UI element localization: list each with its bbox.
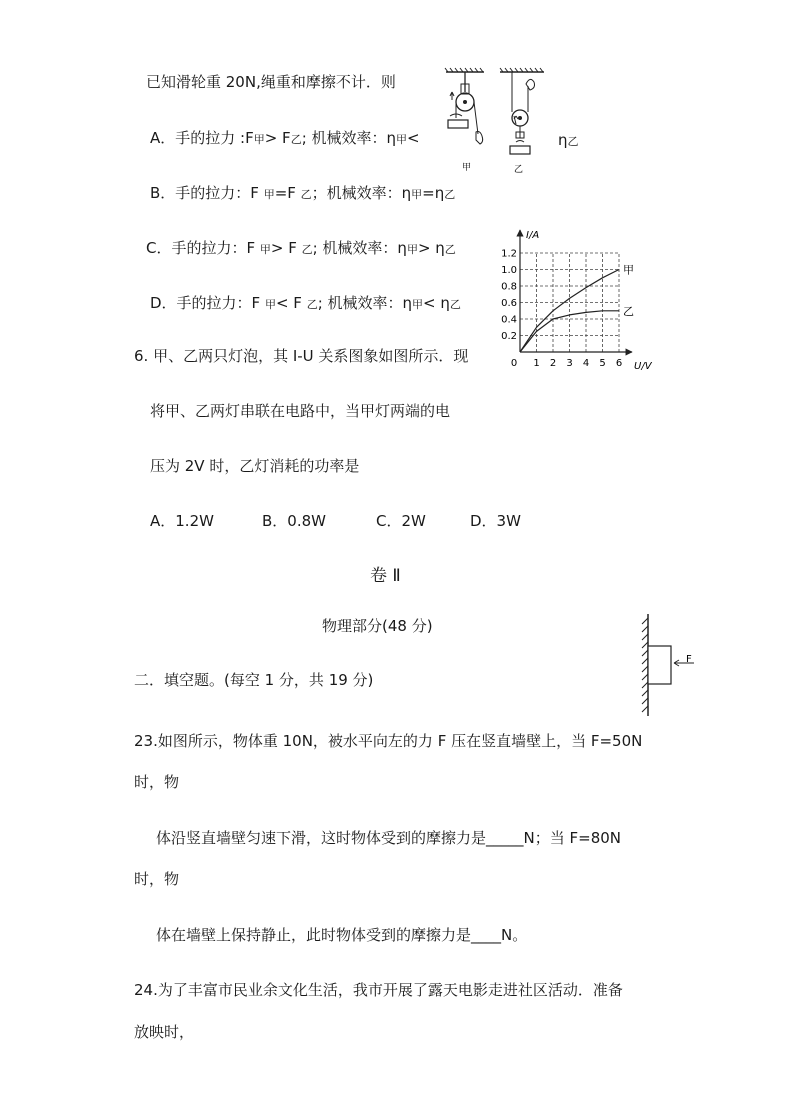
y-tick-label: 0.4 <box>501 314 517 326</box>
movable-pulley-icon <box>510 72 535 154</box>
x-tick-label: 3 <box>566 358 573 369</box>
y-tick-label: 0.2 <box>501 331 517 342</box>
series-label-yi: 乙 <box>623 304 634 318</box>
left-ceiling <box>445 68 484 72</box>
q5-option-c: C．手的拉力：F 甲> F 乙; 机械效率：η甲> η乙 <box>146 239 456 257</box>
q6-line2: 将甲、乙两灯串联在电路中，当甲灯两端的电 <box>150 402 451 420</box>
q24-line2: 放映时， <box>134 1023 195 1041</box>
block <box>648 646 671 684</box>
pulley-figure <box>440 66 550 178</box>
q6-option-d: D．3W <box>470 512 521 530</box>
q23-line5: 体在墙壁上保持静止，此时物体受到的摩擦力是____N。 <box>156 926 528 944</box>
force-label: F <box>686 654 692 665</box>
right-ceiling <box>500 68 544 72</box>
q23-line1: 23.如图所示，物体重 10N，被水平向左的力 F 压在竖直墙壁上，当 F=50N <box>134 732 643 750</box>
x-tick-labels <box>511 358 622 369</box>
q6-option-a: A．1.2W <box>150 512 214 530</box>
section-subtitle: 物理部分(48 分) <box>322 617 433 635</box>
q24-line1: 24.为了丰富市民业余文化生活，我市开展了露天电影走进社区活动．准备 <box>134 981 623 999</box>
chart-grid <box>520 253 619 352</box>
q5-option-b: B．手的拉力：F 甲=F 乙；机械效率：η甲=η乙 <box>150 184 456 202</box>
x-axis-label: U/V <box>634 361 652 372</box>
y-tick-label: 0.8 <box>501 281 517 293</box>
q5-option-d: D．手的拉力：F 甲< F 乙; 机械效率：η甲< η乙 <box>150 294 461 312</box>
q5-option-a: A．手的拉力 :F甲> F乙; 机械效率：η甲< <box>150 129 420 147</box>
y-tick-label: 0.6 <box>501 298 517 309</box>
q23-line3: 体沿竖直墙壁匀速下滑，这时物体受到的摩擦力是_____N；当 F=80N <box>156 829 621 847</box>
y-axis-label: I/A <box>526 230 540 241</box>
q6-option-c: C．2W <box>376 512 426 530</box>
x-tick-label: 0 <box>510 358 518 369</box>
series-label-jia: 甲 <box>623 263 634 277</box>
wall-hatch <box>642 618 648 712</box>
y-tick-label: 1.2 <box>501 248 517 260</box>
chart-series <box>520 264 634 353</box>
iu-chart <box>496 224 656 376</box>
x-tick-label: 5 <box>599 358 606 369</box>
q6-line3: 压为 2V 时，乙灯消耗的功率是 <box>150 457 360 475</box>
q5-option-a-eta: η乙 <box>558 131 579 149</box>
section-title: 卷 Ⅱ <box>370 566 401 586</box>
q5-intro: 已知滑轮重 20N,绳重和摩擦不计．则 <box>146 73 396 91</box>
q23-line4: 时，物 <box>134 870 180 888</box>
x-tick-label: 1 <box>533 358 540 369</box>
x-tick-label: 2 <box>549 358 557 369</box>
q6-line1: 6. 甲、乙两只灯泡，其 I-U 关系图象如图所示．现 <box>134 347 469 365</box>
x-tick-label: 4 <box>582 358 590 369</box>
pulley-label-right: 乙 <box>514 165 524 175</box>
fixed-pulley-icon <box>448 72 483 144</box>
x-tick-label: 6 <box>615 358 623 369</box>
y-tick-label: 1.0 <box>501 265 517 276</box>
pulley-label-left: 甲 <box>462 163 472 173</box>
y-tick-labels <box>501 249 517 343</box>
wall-block-figure <box>636 612 706 720</box>
q6-option-b: B．0.8W <box>262 512 326 530</box>
part-heading: 二．填空题。(每空 1 分，共 19 分) <box>134 671 374 689</box>
q23-line2: 时，物 <box>134 773 180 791</box>
